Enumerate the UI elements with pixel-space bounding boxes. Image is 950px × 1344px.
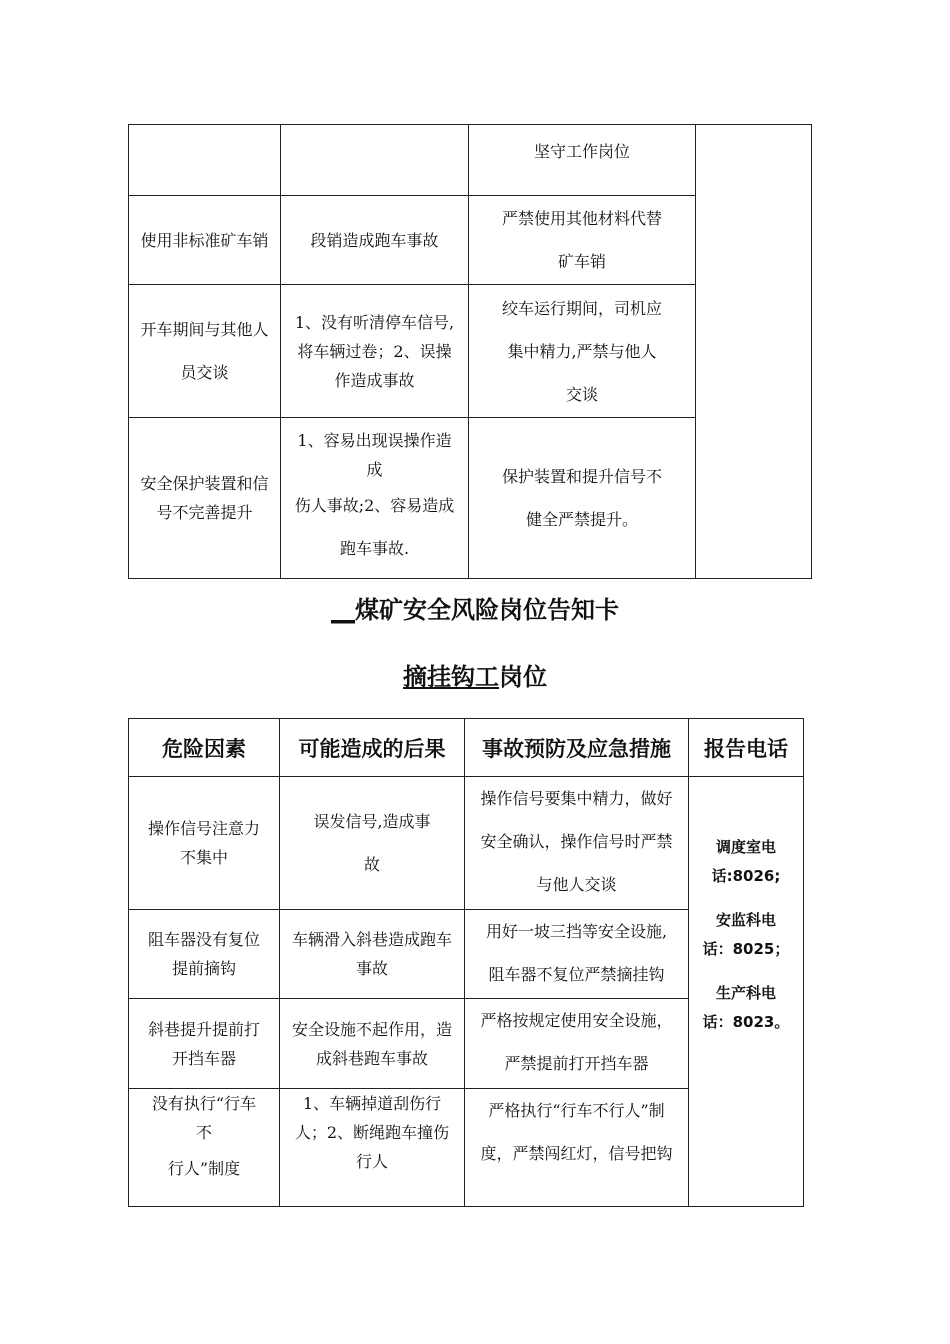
post-suffix: 岗位 bbox=[499, 663, 547, 691]
consequence-line: 1、容易出现误操作造 bbox=[297, 431, 452, 450]
measures-cell bbox=[465, 999, 689, 1089]
consequence-cell bbox=[280, 999, 465, 1089]
consequence-cell bbox=[281, 285, 469, 418]
consequence-cell bbox=[280, 777, 465, 910]
risk-table-continued bbox=[128, 124, 812, 579]
hazard-line: 不集中 bbox=[179, 848, 228, 867]
hazard-cell bbox=[129, 1089, 280, 1207]
risk-table bbox=[128, 718, 804, 1207]
consequence-line: 跑车事故. bbox=[339, 539, 410, 558]
consequence-line: 将车辆过卷；2、误操 bbox=[297, 341, 452, 361]
phone-cell bbox=[689, 777, 804, 1207]
table-header-row bbox=[129, 719, 804, 777]
phone-list bbox=[695, 833, 797, 1037]
consequence-line: 事故 bbox=[355, 959, 388, 978]
consequence-line: 成斜巷跑车事故 bbox=[315, 1048, 428, 1068]
measures-line: 阻车器不复位严禁摘挂钩 bbox=[488, 965, 665, 984]
measures-line: 绞车运行期间，司机应 bbox=[501, 298, 662, 318]
card-title bbox=[0, 590, 950, 625]
measures-line: 用好一坡三挡等安全设施, bbox=[485, 922, 668, 941]
column-header: 可能造成的后果 bbox=[280, 719, 465, 777]
measures-cell bbox=[465, 777, 689, 910]
hazard-line: 开挡车器 bbox=[171, 1048, 236, 1068]
consequence-line: 误发信号,造成事 bbox=[313, 812, 431, 831]
hazard-cell bbox=[129, 777, 280, 910]
mine-name-blank: __ bbox=[331, 596, 355, 624]
column-header: 报告电话 bbox=[689, 719, 804, 777]
column-header: 事故预防及应急措施 bbox=[465, 719, 689, 777]
hazard-line: 阻车器没有复位 bbox=[147, 930, 260, 949]
hazard-line: 使用非标准矿车销 bbox=[140, 230, 269, 250]
measures-line: 严格按规定使用安全设施， bbox=[480, 1011, 673, 1030]
table-row bbox=[129, 125, 812, 196]
measures-line: 操作信号要集中精力，做好 bbox=[480, 789, 673, 808]
consequence-line: 故 bbox=[363, 855, 380, 874]
hazard-cell bbox=[129, 418, 281, 579]
consequence-line: 行人 bbox=[355, 1152, 388, 1171]
consequence-cell bbox=[281, 125, 469, 196]
hazard-line: 斜巷提升提前打 bbox=[147, 1019, 260, 1039]
hazard-cell bbox=[129, 196, 281, 285]
measures-line: 交谈 bbox=[565, 384, 598, 404]
measures-cell bbox=[465, 910, 689, 999]
measures-cell bbox=[465, 1089, 689, 1207]
consequence-cell bbox=[281, 418, 469, 579]
hazard-line: 号不完善提升 bbox=[156, 503, 253, 522]
measures-line: 坚守工作岗位 bbox=[533, 142, 630, 161]
hazard-cell bbox=[129, 910, 280, 999]
consequence-cell bbox=[280, 1089, 465, 1207]
hazard-line: 行人”制度 bbox=[167, 1159, 241, 1178]
hazard-line: 操作信号注意力 bbox=[147, 819, 260, 838]
phone-production: 生产科电 话：8023。 bbox=[702, 984, 790, 1031]
measures-line: 严禁使用其他材料代替 bbox=[501, 209, 662, 228]
measures-line: 严禁提前打开挡车器 bbox=[504, 1054, 649, 1073]
consequence-line: 伤人事故;2、容易造成 bbox=[294, 496, 455, 515]
consequence-line: 作造成事故 bbox=[334, 370, 415, 390]
consequence-line: 段销造成跑车事故 bbox=[310, 230, 439, 250]
consequence-line: 人；2、断绳跑车撞伤 bbox=[294, 1123, 450, 1142]
column-header: 危险因素 bbox=[129, 719, 280, 777]
phone-safety: 安监科电 话：8025； bbox=[702, 911, 790, 958]
hazard-cell bbox=[129, 285, 281, 418]
measures-line: 与他人交谈 bbox=[536, 875, 617, 894]
measures-cell bbox=[469, 285, 696, 418]
hazard-cell bbox=[129, 999, 280, 1089]
hazard-line: 安全保护装置和信 bbox=[140, 474, 269, 493]
phone-dispatch: 调度室电 话:8026; bbox=[711, 838, 781, 885]
card-title-text: 煤矿安全风险岗位告知卡 bbox=[355, 596, 619, 624]
consequence-line: 成 bbox=[366, 460, 383, 479]
measures-line: 安全确认，操作信号时严禁 bbox=[480, 832, 673, 851]
post-title bbox=[0, 657, 950, 692]
consequence-cell bbox=[281, 196, 469, 285]
consequence-line: 1、没有听清停车信号, bbox=[294, 312, 455, 332]
measures-cell bbox=[469, 125, 696, 196]
measures-line: 严格执行“行车不行人”制 bbox=[488, 1101, 665, 1120]
consequence-cell bbox=[280, 910, 465, 999]
phone-cell-empty bbox=[696, 125, 812, 579]
measures-cell bbox=[469, 418, 696, 579]
post-name: 摘挂钩工 bbox=[403, 663, 499, 691]
hazard-line: 开车期间与其他人 bbox=[140, 320, 269, 339]
hazard-line: 员交谈 bbox=[180, 363, 229, 382]
hazard-line: 不 bbox=[195, 1123, 212, 1142]
hazard-cell bbox=[129, 125, 281, 196]
consequence-line: 安全设施不起作用，造 bbox=[291, 1019, 452, 1039]
measures-cell bbox=[469, 196, 696, 285]
measures-line: 度，严禁闯红灯，信号把钩 bbox=[480, 1144, 673, 1163]
hazard-line: 提前摘钩 bbox=[171, 959, 236, 978]
measures-line: 集中精力,严禁与他人 bbox=[507, 341, 657, 361]
consequence-line: 1、车辆掉道刮伤行 bbox=[302, 1094, 442, 1113]
hazard-line: 没有执行“行车 bbox=[151, 1094, 257, 1113]
measures-line: 保护装置和提升信号不 bbox=[501, 467, 662, 486]
measures-line: 矿车销 bbox=[557, 252, 606, 271]
measures-line: 健全严禁提升。 bbox=[525, 510, 638, 529]
table-row bbox=[129, 777, 804, 910]
consequence-line: 车辆滑入斜巷造成跑车 bbox=[291, 930, 452, 949]
